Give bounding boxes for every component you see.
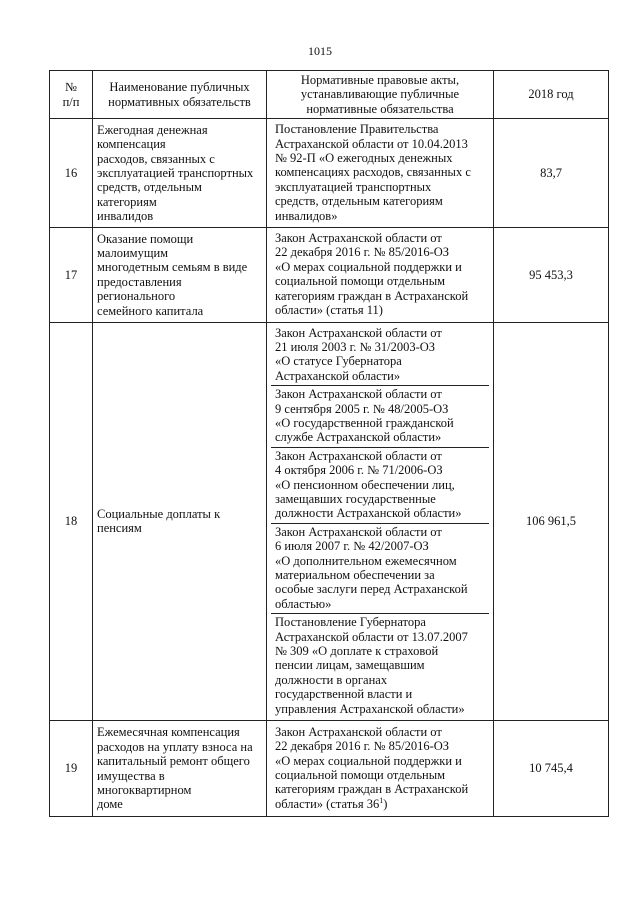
legal-act: Постановление Губернатора Астраханской области от 13.07.2007 № 309 «О доплате к страховой пенсии лицам, замещавшим должности в органах государственной власти и управления Астраханской области»	[271, 613, 489, 718]
legal-acts-cell	[267, 721, 494, 817]
obligation-name: Ежегодная денежная компенсация расходов, связанных с эксплуатацией транспортных средств, отдельным категориям инвалидов	[93, 119, 267, 228]
obligation-name: Оказание помощи малоимущим многодетным семьям в виде предоставления регионального семейного капитала	[93, 228, 267, 322]
obligation-name: Социальные доплаты к пенсиям	[93, 322, 267, 721]
table-body	[50, 119, 609, 817]
legal-act: Закон Астраханской области от 22 декабря 2016 г. № 85/2016-ОЗ «О мерах социальной поддержки и социальной помощи отдельным категориям граждан в Астраханской области» (статья 11)	[275, 231, 469, 318]
obligations-table	[49, 70, 609, 817]
article-superscript: 1	[379, 795, 384, 805]
legal-acts-cell	[267, 228, 494, 322]
legal-act: Закон Астраханской области от 9 сентября 2005 г. № 48/2005-ОЗ «О государственной гражданской службе Астраханской области»	[271, 385, 489, 447]
legal-acts-cell	[267, 119, 494, 228]
amount-2018: 10 745,4	[494, 721, 609, 817]
legal-act: Закон Астраханской области от 4 октября 2006 г. № 71/2006-ОЗ «О пенсионном обеспечении лиц, замещавших государственные должности Астраханской области»	[271, 447, 489, 523]
header-name: Наименование публичных нормативных обязательств	[93, 71, 267, 119]
amount-2018: 106 961,5	[494, 322, 609, 721]
legal-act: Закон Астраханской области от 21 июля 2003 г. № 31/2003-ОЗ «О статусе Губернатора Астраханской области»	[275, 325, 442, 383]
header-year: 2018 год	[494, 71, 609, 119]
row-number: 19	[50, 721, 93, 817]
table-row	[50, 119, 609, 228]
table-header-row	[50, 71, 609, 119]
obligation-name: Ежемесячная компенсация расходов на уплату взноса на капитальный ремонт общего имущества в многоквартирном доме	[93, 721, 267, 817]
row-number: 16	[50, 119, 93, 228]
page-number: 1015	[308, 44, 332, 58]
legal-act: Закон Астраханской области от 22 декабря 2016 г. № 85/2016-ОЗ «О мерах социальной поддержки и социальной помощи отдельным категориям граждан в Астраханской области» (статья $36^1$)	[275, 724, 469, 811]
header-acts: Нормативные правовые акты, устанавливающие публичные нормативные обязательства	[267, 71, 494, 119]
amount-2018: 95 453,3	[494, 228, 609, 322]
legal-act: Закон Астраханской области от 6 июля 2007 г. № 42/2007-ОЗ «О дополнительном ежемесячном материальном обеспечении за особые заслуги перед Астраханской областью»	[271, 523, 489, 613]
header-num: № п/п	[50, 71, 93, 119]
amount-2018: 83,7	[494, 119, 609, 228]
table-row	[50, 228, 609, 322]
table-row	[50, 721, 609, 817]
row-number: 17	[50, 228, 93, 322]
table-row	[50, 322, 609, 721]
legal-acts-cell	[267, 322, 494, 721]
row-number: 18	[50, 322, 93, 721]
legal-act: Постановление Правительства Астраханской области от 10.04.2013 № 92-П «О ежегодных денежных компенсациях расходов, связанных с эксплуатацией транспортных средств, отдельным категориям инвалидов»	[275, 122, 471, 223]
